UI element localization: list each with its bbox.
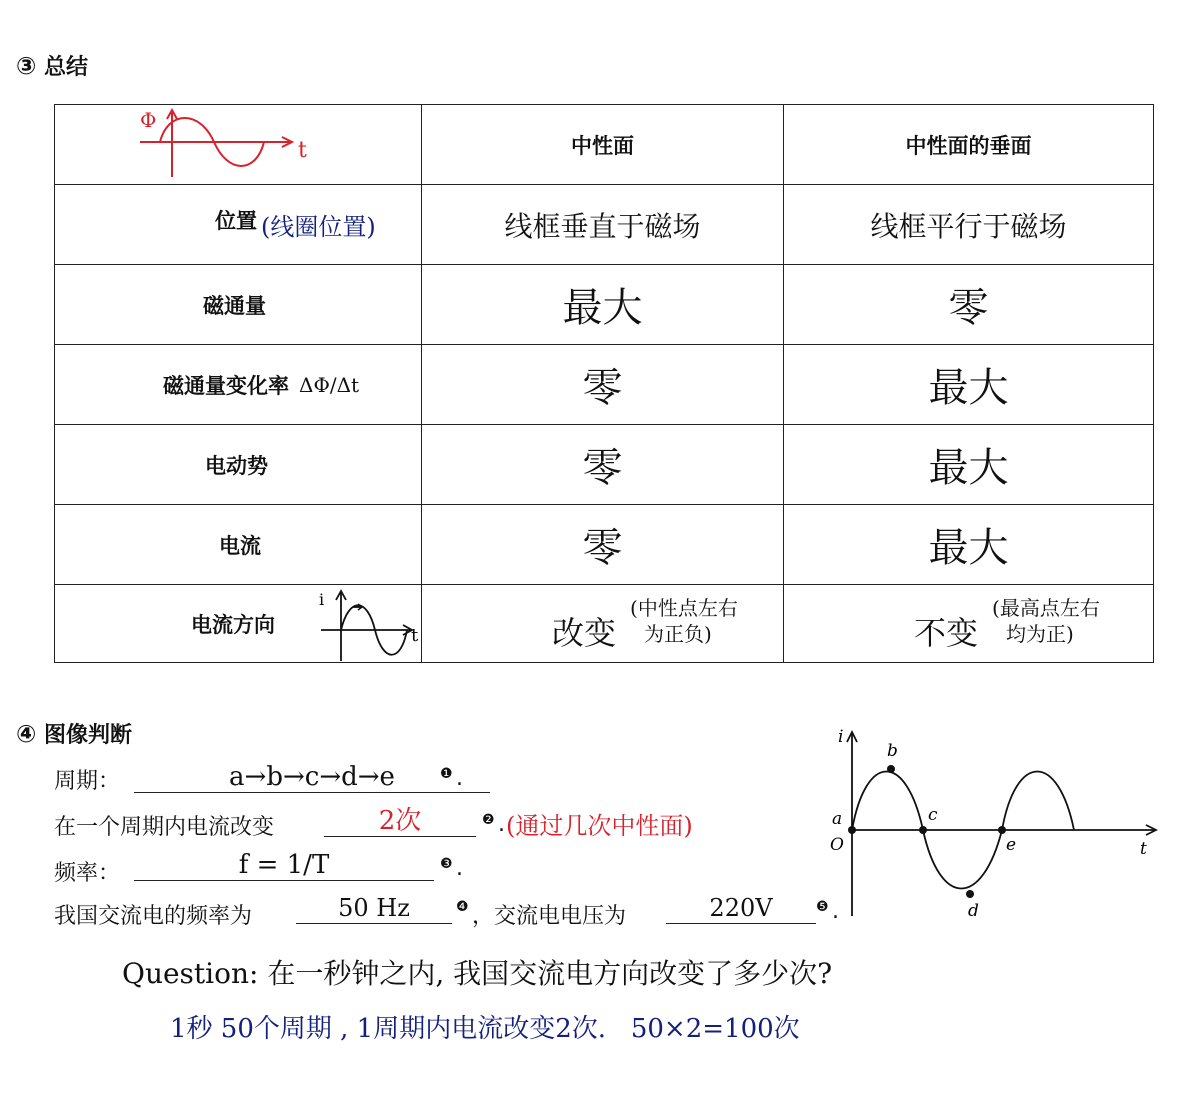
neutral-note-line2: 为正负) <box>644 621 712 646</box>
frequency-suffix: . <box>456 856 463 881</box>
question-text: Question: 在一秒钟之内, 我国交流电方向改变了多少次? <box>122 957 833 990</box>
frequency-prefix: 频率： <box>54 861 121 886</box>
summary-table <box>54 104 1154 663</box>
row-label-current-direction: 电流方向 <box>191 612 275 637</box>
changes-suffix: . <box>498 812 505 837</box>
neutral-emf: 零 <box>582 445 623 491</box>
graph-c-label: c <box>928 805 938 825</box>
frequency-line <box>54 850 814 890</box>
neutral-current-direction: 改变 <box>552 613 617 652</box>
flux-sine-graph <box>130 105 330 184</box>
period-answer: a→b→c→d→e <box>134 762 490 793</box>
row-label-flux: 磁通量 <box>203 293 266 318</box>
perpendicular-current-direction: 不变 <box>914 613 979 652</box>
graph-b-label: b <box>887 741 898 761</box>
answer-text: 1秒 50个周期 , 1周期内电流改变2次. 50×2=100次 <box>170 1014 800 1044</box>
section3-title: 总结 <box>44 55 89 80</box>
section4-number: ④ <box>16 720 37 748</box>
header-perpendicular <box>784 105 1154 185</box>
perpendicular-emf: 最大 <box>928 445 1009 491</box>
table-header-row <box>55 105 1154 185</box>
voltage-value: 220V <box>666 893 816 924</box>
period-prefix: 周期： <box>54 769 121 794</box>
changes-line <box>54 806 754 844</box>
neutral-direction-note <box>630 595 738 647</box>
point-b <box>887 765 895 773</box>
table-row <box>55 345 1154 425</box>
marker-5: ❺ <box>816 899 829 915</box>
neutral-current: 零 <box>582 525 623 571</box>
point-a <box>848 826 856 834</box>
perpendicular-flux-rate: 最大 <box>928 365 1009 411</box>
section4-title: 图像判断 <box>44 723 133 748</box>
current-i-label: i <box>319 590 325 609</box>
changes-answer: 2次 <box>324 806 476 837</box>
table-row <box>55 585 1154 663</box>
table-row <box>55 185 1154 265</box>
neutral-plane-header: 中性面 <box>571 133 634 158</box>
point-d <box>966 890 974 898</box>
section3-number: ③ <box>16 52 37 80</box>
changes-note: (通过几次中性面) <box>506 812 693 840</box>
perpendicular-position: 线框平行于磁场 <box>870 209 1067 243</box>
position-note: (线圈位置) <box>261 213 376 241</box>
flux-rate-note: ΔΦ/Δt <box>299 372 360 397</box>
marker-3: ❸ <box>440 856 453 872</box>
graph-origin-label: O <box>830 835 844 855</box>
graph-i-label: i <box>838 727 844 747</box>
perpendicular-current: 最大 <box>928 525 1009 571</box>
national-line <box>54 894 839 933</box>
neutral-flux: 最大 <box>562 285 643 331</box>
graph-t-label: t <box>1140 839 1147 859</box>
graph-e-label: e <box>1006 835 1017 855</box>
phi-label: Φ <box>140 108 157 132</box>
neutral-flux-rate: 零 <box>582 365 623 411</box>
perpendicular-flux: 零 <box>948 285 989 331</box>
t-label: t <box>298 138 307 163</box>
header-graph-cell <box>55 105 422 185</box>
row-label-position: 位置 <box>215 208 257 233</box>
header-neutral <box>422 105 784 185</box>
table-row <box>55 505 1154 585</box>
changes-prefix: 在一个周期内电流改变 <box>54 815 275 840</box>
marker-1: ❶ <box>440 766 453 782</box>
voltage-prefix: ，交流电电压为 <box>472 904 627 929</box>
marker-4: ❹ <box>456 899 469 915</box>
perpendicular-note-line2: 均为正) <box>1006 621 1074 646</box>
neutral-note-line1: (中性点左右 <box>630 595 738 620</box>
current-t-label: t <box>411 625 419 646</box>
graph-a-label: a <box>832 809 843 829</box>
table-row <box>55 425 1154 505</box>
current-time-graph <box>820 722 1160 922</box>
section3-heading <box>16 50 88 81</box>
point-e <box>998 826 1006 834</box>
section4-heading <box>16 718 132 749</box>
frequency-answer: f = 1/T <box>134 850 434 881</box>
period-suffix: . <box>456 766 463 791</box>
period-line <box>54 764 814 798</box>
perpendicular-plane-header: 中性面的垂面 <box>905 133 1032 158</box>
row-label-flux-rate: 磁通量变化率 <box>163 373 289 398</box>
row-label-emf: 电动势 <box>205 453 268 478</box>
table-row <box>55 265 1154 345</box>
row-label-current: 电流 <box>219 533 261 558</box>
perpendicular-direction-note <box>992 595 1100 647</box>
perpendicular-note-line1: (最高点左右 <box>992 595 1100 620</box>
graph-d-label: d <box>968 901 979 921</box>
frequency-voltage-prefix: 我国交流电的频率为 <box>54 904 253 929</box>
neutral-position: 线框垂直于磁场 <box>504 209 701 243</box>
frequency-value: 50 Hz <box>296 893 452 924</box>
marker-2: ❷ <box>482 812 495 828</box>
current-sine-graph <box>315 585 425 662</box>
voltage-suffix: . <box>832 899 839 924</box>
point-c <box>919 826 927 834</box>
